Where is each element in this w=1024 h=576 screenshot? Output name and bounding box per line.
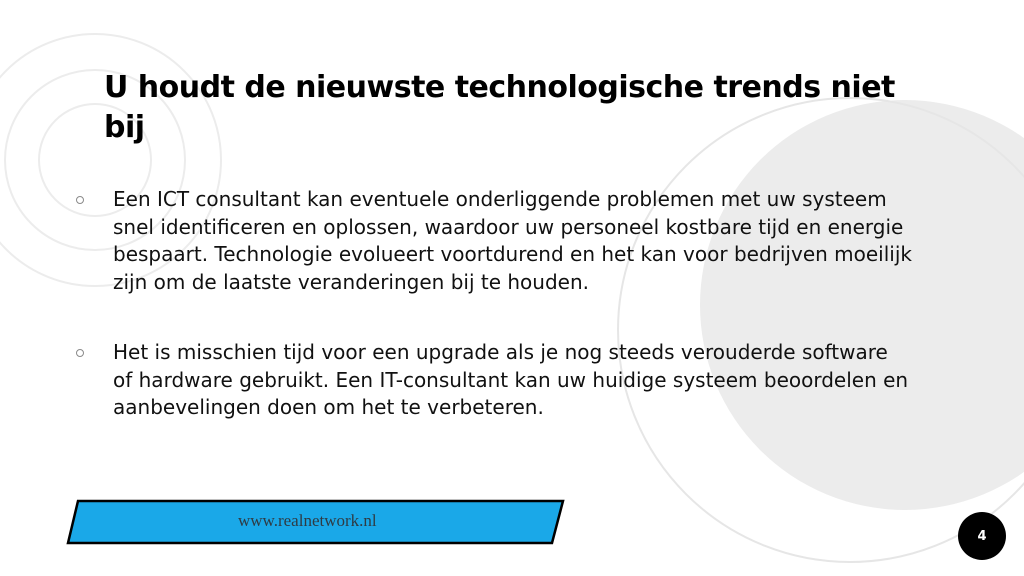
page-number: 4 <box>977 528 987 544</box>
slide-title: U houdt de nieuwste technologische trends niet bij <box>104 70 895 145</box>
bullet-item <box>72 186 912 296</box>
bullet-text: Een ICT consultant kan eventuele onderliggende problemen met uw systeem snel identificeren en oplossen, waardoor uw personeel kostbare tijd en energie bespaart. Technologie evolueert voortdurend en het kan voor bedrijven moeilijk zijn om de laatste veranderingen bij te houden. <box>113 187 912 294</box>
hollow-circle-bullet-icon <box>76 196 84 204</box>
bullet-text: Het is misschien tijd voor een upgrade als je nog steeds verouderde software of hardware gebruikt. Een IT-consultant kan uw huidige systeem beoordelen en aanbevelingen doen om het te verbeteren. <box>113 340 909 419</box>
hollow-circle-bullet-icon <box>76 349 84 357</box>
page-number-badge <box>958 512 1006 560</box>
footer-url[interactable]: www.realnetwork.nl <box>238 511 377 530</box>
bullet-item <box>72 339 912 422</box>
bullet-list <box>72 186 912 422</box>
